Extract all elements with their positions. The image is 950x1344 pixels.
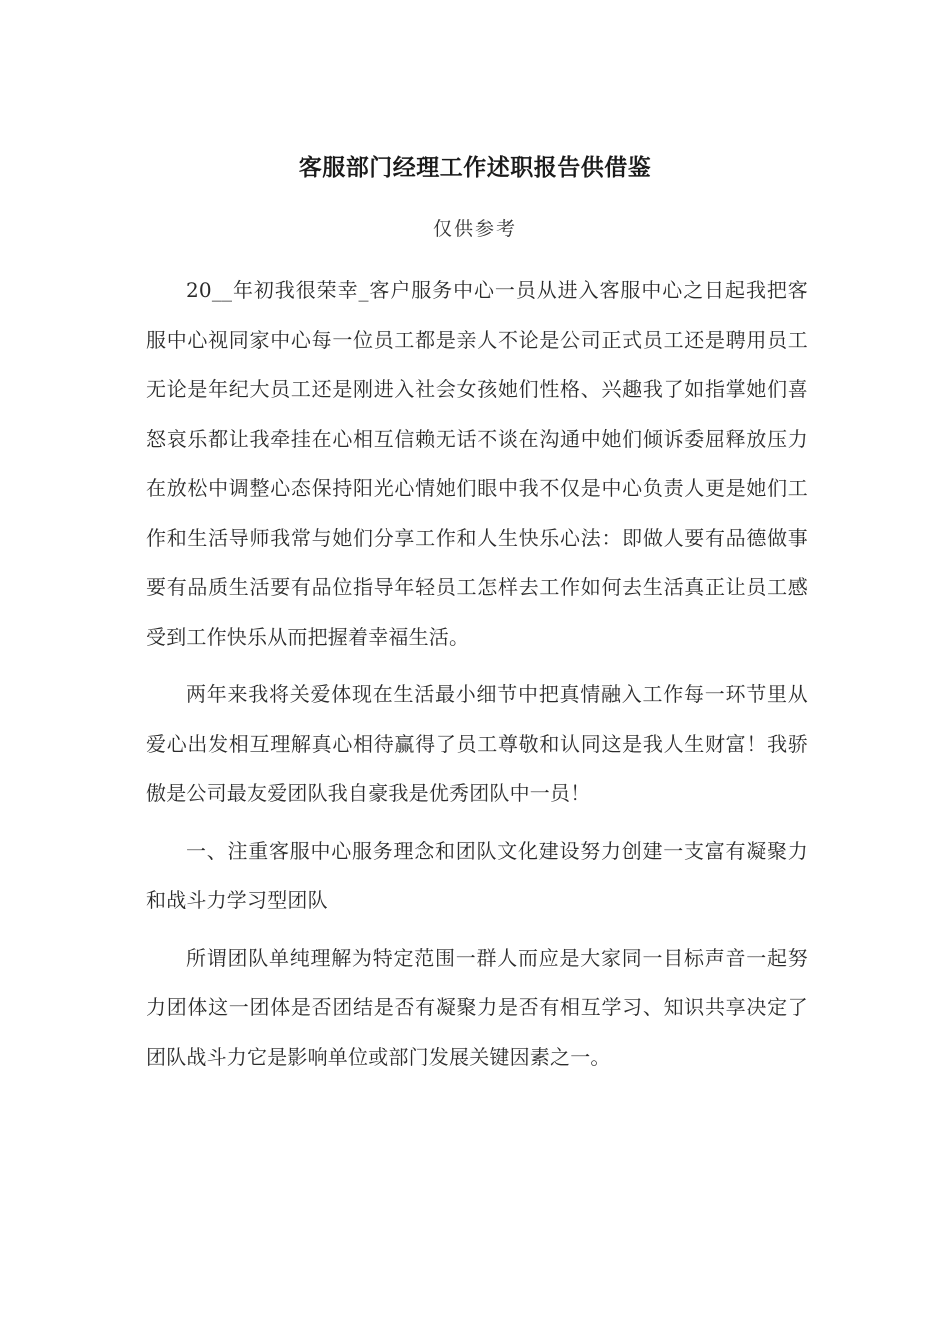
paragraph: 20__年初我很荣幸_客户服务中心一员从进入客服中心之日起我把客服中心视同家中心每一位员工都是亲人不论是公司正式员工还是聘用员工无论是年纪大员工还是刚进入社会女孩她们性格、兴趣我了如指掌她们喜怒哀乐都让我牵挂在心相互信赖无话不谈在沟通中她们倾诉委屈释放压力在放松中调整心态保持阳光心情她们眼中我不仅是中心负责人更是她们工作和生活导师我常与她们分享工作和人生快乐心法：即做人要有品德做事要有品质生活要有品位指导年轻员工怎样去工作如何去生活真正让员工感受到工作快乐从而把握着幸福生活。 <box>146 278 808 649</box>
document-title: 客服部门经理工作述职报告供借鉴 <box>298 155 652 181</box>
document-body <box>146 266 808 1090</box>
section-heading: 一、注重客服中心服务理念和团队文化建设努力创建一支富有凝聚力和战斗力学习型团队 <box>146 838 808 912</box>
paragraph: 所谓团队单纯理解为特定范围一群人而应是大家同一目标声音一起努力团体这一团体是否团结是否有凝聚力是否有相互学习、知识共享决定了团队战斗力它是影响单位或部门发展关键因素之一。 <box>146 945 808 1069</box>
paragraph: 两年来我将关爱体现在生活最小细节中把真情融入工作每一环节里从爱心出发相互理解真心相待赢得了员工尊敬和认同这是我人生财富！我骄傲是公司最友爱团队我自豪我是优秀团队中一员！ <box>146 682 808 805</box>
document-subtitle: 仅供参考 <box>432 218 517 240</box>
